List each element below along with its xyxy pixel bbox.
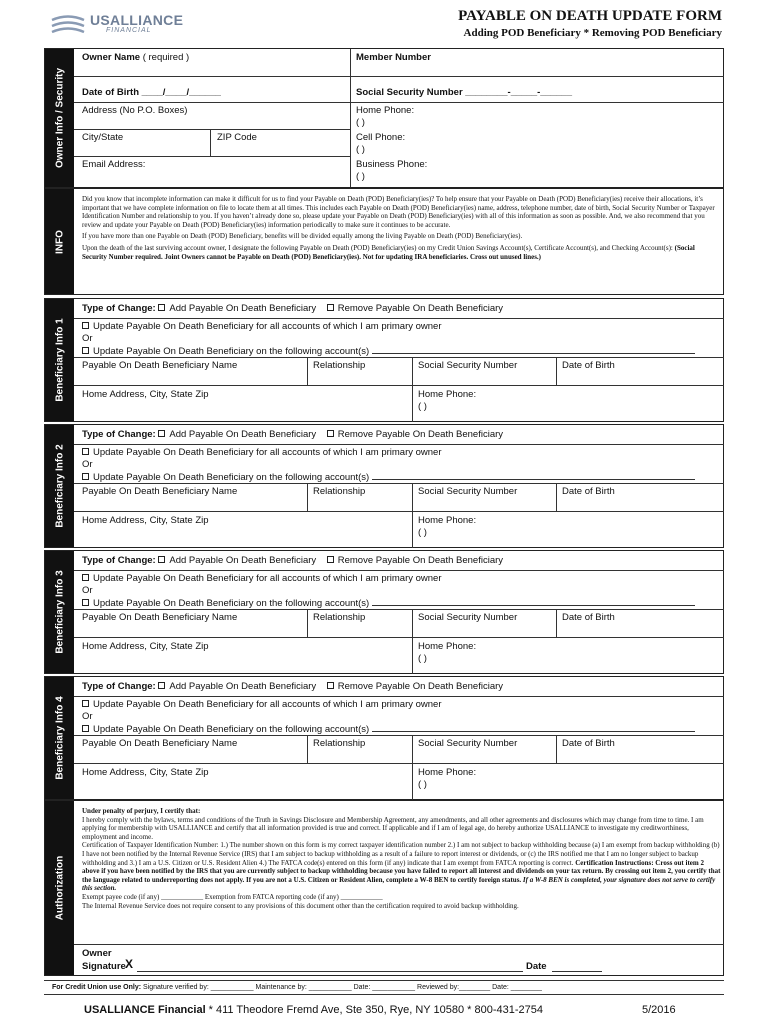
info-paragraph-2: If you have more than one Payable on Death (POD) Beneficiary, benefits will be divided equally among the living Payable on Death (POD) Beneficiary(ies). [82,232,523,241]
signature-line[interactable] [137,971,523,972]
owner-address-field[interactable]: Address (No P.O. Boxes) [82,105,188,116]
home-phone-field[interactable]: Home Phone: ( ) [418,515,477,538]
or-label: Or [82,333,93,344]
owner-section [44,48,724,188]
home-phone-field[interactable]: Home Phone: ( ) [418,767,477,790]
owner-name-field[interactable]: Owner Name ( required ) [82,52,190,63]
dob-field[interactable]: Date of Birth [562,612,615,623]
update-all-checkbox[interactable]: Update Payable On Death Beneficiary for all accounts of which I am primary owner [82,447,442,459]
update-following-checkbox[interactable]: Update Payable On Death Beneficiary on the following account(s) [82,471,695,484]
remove-pod-checkbox[interactable]: Remove Payable On Death Beneficiary [327,303,503,314]
remove-pod-checkbox[interactable]: Remove Payable On Death Beneficiary [327,681,503,692]
beneficiary-side-label: Beneficiary Info 3 [45,551,74,673]
pod-name-field[interactable]: Payable On Death Beneficiary Name [82,486,238,497]
form-subtitle: Adding POD Beneficiary * Removing POD Beneficiary [463,27,722,39]
info-text [82,195,719,261]
relationship-field[interactable]: Relationship [313,486,366,497]
home-phone-field[interactable]: Home Phone: ( ) [418,641,477,664]
type-of-change-row: Type of Change: Add Payable On Death Beneficiary Remove Payable On Death Beneficiary [82,303,504,314]
cert-paragraph-2: Certification of Taxpayer Identification Number: 1.) The number shown on this form is my correct taxpayer identification number 2.) I am not subject to backup withholding because (a) I am exempt from backup withholding (b) I have not been notified by the Internal Revenue Service (IRS) that I am subject to backup withholding as a result of a failure to report interest or dividends, or (c) the IRS notified me that I am no longer subject to backup withholding and 3.) I am a U.S. Citizen or U.S. Resident Alien 4.) The FATCA code(s) entered on this form (if any) indicate that I am exempt from FATCA reporting is correct. Certification Instructions: Cross out item 2 above if you have been notified by the IRS that you are currently subject to backup withholding because you have failed to report all interest and dividends on your tax return. By crossing out item 2, you certify that the language related to underreporting does not apply. If you are not a U.S. Citizen or Resident Alien, complete a W-8 BEN to certify foreign status. If a W-8 BEN is completed, your signature does not serve to certify this section. [82,841,721,893]
add-pod-checkbox[interactable]: Add Payable On Death Beneficiary [158,303,316,314]
dob-field[interactable]: Date of Birth [562,738,615,749]
ssn-field[interactable]: Social Security Number [418,738,518,749]
ssn-field[interactable]: Social Security Number [418,486,518,497]
logo-waves-icon [50,14,86,36]
owner-email-field[interactable]: Email Address: [82,159,146,170]
beneficiary-section-4 [44,676,724,800]
update-following-checkbox[interactable]: Update Payable On Death Beneficiary on the following account(s) [82,723,695,736]
owner-side-label: Owner Info / Security [45,49,74,187]
type-of-change-row: Type of Change: Add Payable On Death Beneficiary Remove Payable On Death Beneficiary [82,681,504,692]
update-following-checkbox[interactable]: Update Payable On Death Beneficiary on the following account(s) [82,345,695,358]
home-address-field[interactable]: Home Address, City, State Zip [82,641,209,652]
update-all-checkbox[interactable]: Update Payable On Death Beneficiary for all accounts of which I am primary owner [82,321,442,333]
beneficiary-section-3 [44,550,724,674]
signature-label: Signature [82,961,126,972]
logo [50,12,190,38]
exempt-codes[interactable]: Exempt payee code (if any) ____________ Exemption from FATCA reporting code (if any) ____________ [82,892,383,901]
owner-ssn-field[interactable]: Social Security Number ________-_____-______ [356,87,572,98]
cert-paragraph-1: I hereby comply with the bylaws, terms and conditions of the Truth in Savings Disclosure and Membership Agreement, any amendments, and all other agreements and disclosures which may change from time to time. I am applying for membership with USALLIANCE and certify that all information provided is true and correct. If applicable and if I am of legal age, do hereby authorize USALLIANCE to investigate my creditworthiness, employment and income. [82,815,704,841]
beneficiary-section-2 [44,424,724,548]
beneficiary-side-label: Beneficiary Info 1 [45,299,74,421]
accounts-line[interactable] [372,345,695,354]
accounts-line[interactable] [372,471,695,480]
footer-date: 5/2016 [642,1004,676,1016]
type-of-change-row: Type of Change: Add Payable On Death Beneficiary Remove Payable On Death Beneficiary [82,555,504,566]
authorization-section [44,800,724,976]
home-address-field[interactable]: Home Address, City, State Zip [82,767,209,778]
type-of-change-row: Type of Change: Add Payable On Death Beneficiary Remove Payable On Death Beneficiary [82,429,504,440]
owner-city-state-field[interactable]: City/State [82,132,124,143]
certification-text [82,807,722,910]
owner-label: Owner [82,948,112,959]
add-pod-checkbox[interactable]: Add Payable On Death Beneficiary [158,555,316,566]
pod-name-field[interactable]: Payable On Death Beneficiary Name [82,360,238,371]
owner-dob-field[interactable]: Date of Birth ____/____/______ [82,87,221,98]
owner-cell-phone-field[interactable]: Cell Phone: ( ) [356,132,406,155]
pod-name-field[interactable]: Payable On Death Beneficiary Name [82,612,238,623]
remove-pod-checkbox[interactable]: Remove Payable On Death Beneficiary [327,429,503,440]
home-phone-field[interactable]: Home Phone: ( ) [418,389,477,412]
home-address-field[interactable]: Home Address, City, State Zip [82,389,209,400]
info-section [44,188,724,295]
home-address-field[interactable]: Home Address, City, State Zip [82,515,209,526]
dob-field[interactable]: Date of Birth [562,486,615,497]
add-pod-checkbox[interactable]: Add Payable On Death Beneficiary [158,429,316,440]
or-label: Or [82,459,93,470]
remove-pod-checkbox[interactable]: Remove Payable On Death Beneficiary [327,555,503,566]
or-label: Or [82,711,93,722]
relationship-field[interactable]: Relationship [313,612,366,623]
relationship-field[interactable]: Relationship [313,360,366,371]
ssn-field[interactable]: Social Security Number [418,360,518,371]
accounts-line[interactable] [372,597,695,606]
logo-brand: USALLIANCE [90,12,184,28]
form-title: PAYABLE ON DEATH UPDATE FORM [458,8,722,24]
owner-home-phone-field[interactable]: Home Phone: ( ) [356,105,415,128]
or-label: Or [82,585,93,596]
update-following-checkbox[interactable]: Update Payable On Death Beneficiary on the following account(s) [82,597,695,610]
beneficiary-side-label: Beneficiary Info 4 [45,677,74,799]
owner-zip-field[interactable]: ZIP Code [217,132,257,143]
date-line[interactable] [552,971,602,972]
date-label: Date [526,961,547,972]
relationship-field[interactable]: Relationship [313,738,366,749]
owner-business-phone-field[interactable]: Business Phone: ( ) [356,159,428,182]
signature-x: X [125,957,134,971]
add-pod-checkbox[interactable]: Add Payable On Death Beneficiary [158,681,316,692]
info-paragraph-1: Did you know that incomplete information can make it difficult for us to find your Payable on Death (POD) Beneficiary(ies)? To help ensure that your Payable on Death (POD) Beneficiary(ies) receive their allocations, it’s important that we have complete information on file to locate them at all times. This includes each Payable on Death (POD) Beneficiary(ies) name, address, telephone number, date of birth, Social Security Number or Taxpayer Identification Number and relationship to you. If you haven’t already done so, please update your Payable on Death (POD) Beneficiary(ies) with all of this information as soon as possible. And, we also recommend that you review and update your Payable on Death (POD) Beneficiary(ies) information periodically to make sure it continues to be accurate. [82,195,715,229]
cert-heading: Under penalty of perjury, I certify that: [82,807,201,815]
cu-use-fields[interactable]: Signature verified by: ___________ Maintenance by: ___________ Date: ___________ Reviewed by:________ Date: ________ [143,984,542,991]
authorization-side-label: Authorization [45,801,74,975]
footer-brand: USALLIANCE Financial [84,1004,206,1016]
footer-address: USALLIANCE Financial * 411 Theodore Fremd Ave, Ste 350, Rye, NY 10580 * 800-431-2754 [84,1004,543,1016]
ssn-field[interactable]: Social Security Number [418,612,518,623]
update-all-checkbox[interactable]: Update Payable On Death Beneficiary for all accounts of which I am primary owner [82,573,442,585]
beneficiary-section-1 [44,298,724,422]
accounts-line[interactable] [372,723,695,732]
pod-name-field[interactable]: Payable On Death Beneficiary Name [82,738,238,749]
cu-use-label: For Credit Union use Only: [52,984,142,991]
info-side-label: INFO [45,189,74,294]
cu-use-bar [44,980,724,995]
irs-notice: The Internal Revenue Service does not require consent to any provisions of this document other than the certification required to avoid backup withholding. [82,901,519,910]
beneficiary-side-label: Beneficiary Info 2 [45,425,74,547]
logo-sub: FINANCIAL [106,27,152,34]
dob-field[interactable]: Date of Birth [562,360,615,371]
update-all-checkbox[interactable]: Update Payable On Death Beneficiary for all accounts of which I am primary owner [82,699,442,711]
info-paragraph-3: Upon the death of the last surviving account owner, I designate the following Payable on Death (POD) Beneficiary(ies) on my Credit Union Savings Account(s), Certificate Account(s), and Checking Account(s): (Social Security Number required. Joint Owners cannot be Payable on Death (POD) Beneficiary(ies). Not for updating IRA beneficiaries. Cross out unused lines.) [82,243,695,261]
member-number-field[interactable]: Member Number [356,52,431,63]
